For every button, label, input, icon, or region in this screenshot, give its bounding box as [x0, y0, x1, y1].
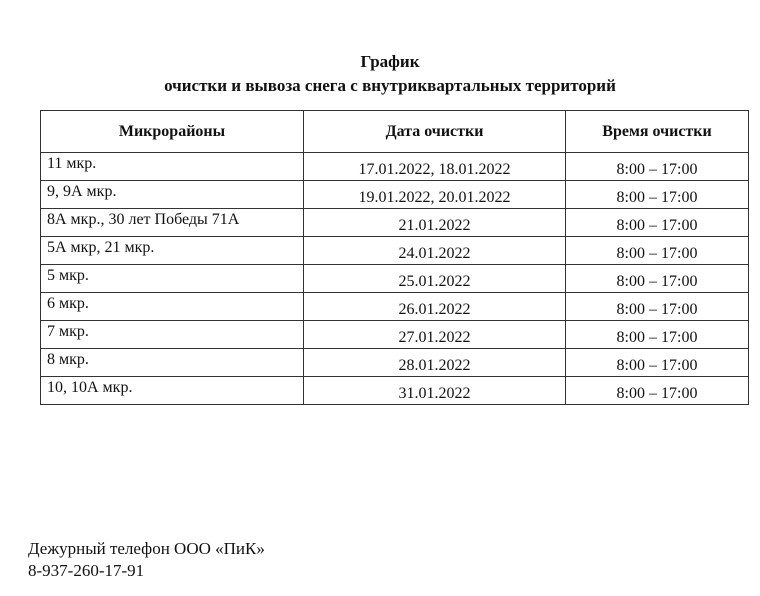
date-cell: 24.01.2022 — [304, 237, 566, 265]
time-cell: 8:00 – 17:00 — [566, 181, 749, 209]
district-cell: 11 мкр. — [41, 153, 304, 181]
duty-phone-number: 8-937-260-17-91 — [28, 561, 145, 580]
table-row — [41, 181, 749, 209]
table-row — [41, 377, 749, 405]
table-row — [41, 321, 749, 349]
time-cell: 8:00 – 17:00 — [566, 237, 749, 265]
time-cell: 8:00 – 17:00 — [566, 153, 749, 181]
date-cell: 19.01.2022, 20.01.2022 — [304, 181, 566, 209]
title-heading: График — [360, 52, 420, 71]
table-row — [41, 349, 749, 377]
district-cell: 8А мкр., 30 лет Победы 71А — [41, 209, 304, 237]
schedule-table — [40, 110, 749, 405]
time-cell: 8:00 – 17:00 — [566, 293, 749, 321]
time-cell: 8:00 – 17:00 — [566, 321, 749, 349]
table-row — [41, 153, 749, 181]
table-header-row — [41, 111, 749, 153]
table-row — [41, 237, 749, 265]
duty-phone-block — [28, 538, 265, 582]
date-cell: 26.01.2022 — [304, 293, 566, 321]
district-cell: 7 мкр. — [41, 321, 304, 349]
date-cell: 17.01.2022, 18.01.2022 — [304, 153, 566, 181]
header-districts: Микрорайоны — [41, 111, 304, 153]
district-cell: 8 мкр. — [41, 349, 304, 377]
table-row — [41, 293, 749, 321]
header-cleaning-date: Дата очистки — [304, 111, 566, 153]
district-cell: 5А мкр, 21 мкр. — [41, 237, 304, 265]
date-cell: 28.01.2022 — [304, 349, 566, 377]
date-cell: 31.01.2022 — [304, 377, 566, 405]
district-cell: 6 мкр. — [41, 293, 304, 321]
date-cell: 25.01.2022 — [304, 265, 566, 293]
title-subheading: очистки и вывоза снега с внутриквартальных территорий — [164, 76, 616, 95]
time-cell: 8:00 – 17:00 — [566, 377, 749, 405]
time-cell: 8:00 – 17:00 — [566, 209, 749, 237]
table-row — [41, 209, 749, 237]
duty-phone-label: Дежурный телефон ООО «ПиК» — [28, 539, 265, 558]
district-cell: 5 мкр. — [41, 265, 304, 293]
district-cell: 10, 10А мкр. — [41, 377, 304, 405]
district-cell: 9, 9А мкр. — [41, 181, 304, 209]
header-cleaning-time: Время очистки — [566, 111, 749, 153]
time-cell: 8:00 – 17:00 — [566, 349, 749, 377]
table-row — [41, 265, 749, 293]
time-cell: 8:00 – 17:00 — [566, 265, 749, 293]
date-cell: 27.01.2022 — [304, 321, 566, 349]
date-cell: 21.01.2022 — [304, 209, 566, 237]
